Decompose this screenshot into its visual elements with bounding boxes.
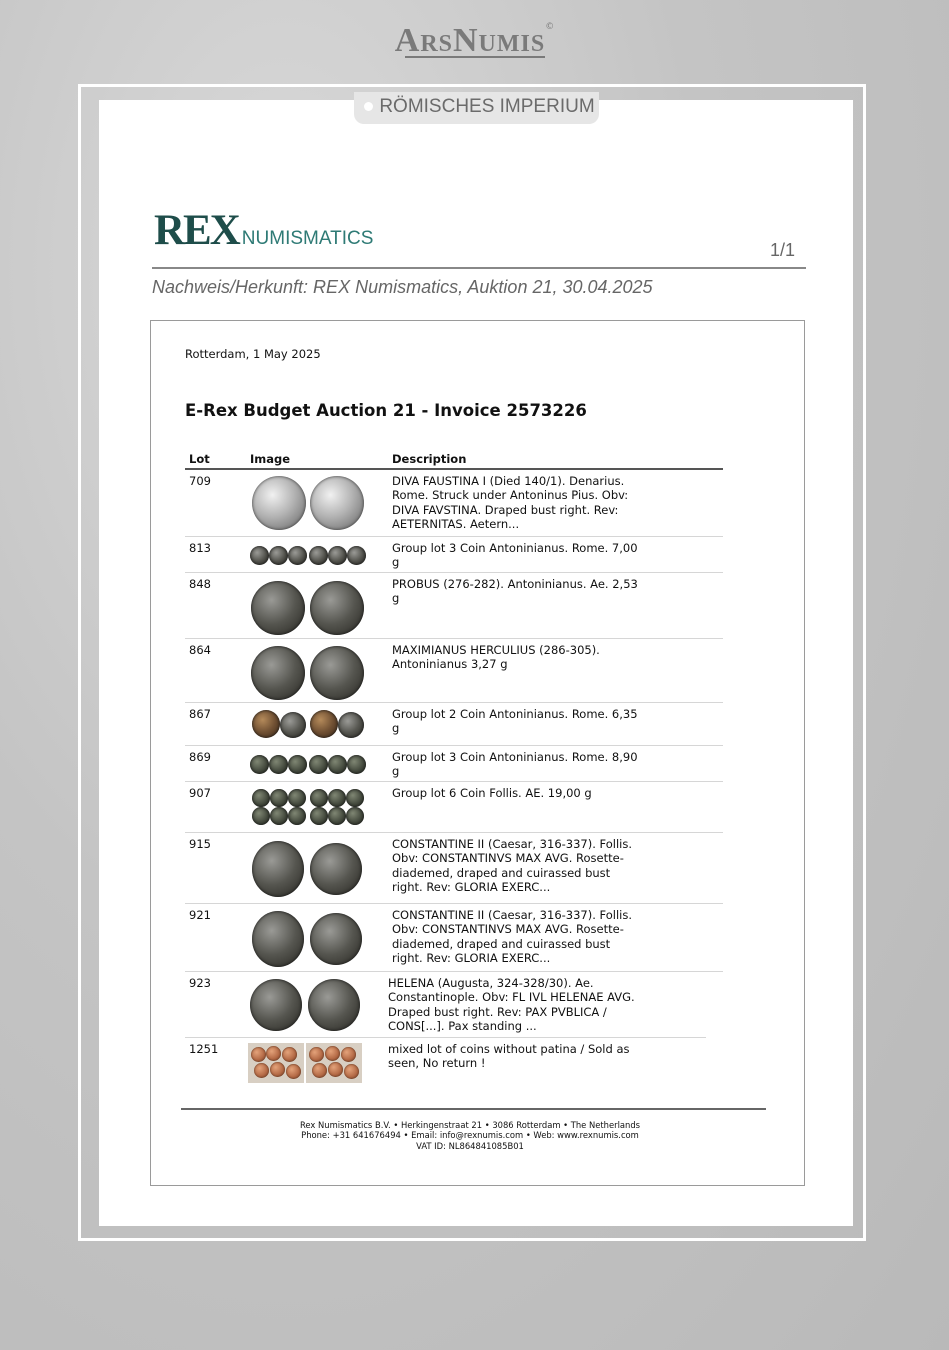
- coin-reverse: [310, 476, 364, 530]
- arsnumis-logo-text: ArsNumis: [394, 22, 546, 59]
- coin: [269, 755, 288, 774]
- coin: [309, 1047, 324, 1062]
- coin-obverse: [252, 911, 304, 967]
- coin: [347, 755, 366, 774]
- coin: [344, 1064, 359, 1079]
- table-row: [185, 537, 723, 573]
- invoice-title: E-Rex Budget Auction 21 - Invoice 2573226: [185, 401, 587, 420]
- footer-divider: [181, 1108, 766, 1110]
- table-row: [185, 703, 723, 746]
- coin: [288, 546, 307, 565]
- arsnumis-logo: [0, 22, 949, 58]
- lot-number: 915: [189, 837, 211, 851]
- coin-reverse: [310, 913, 362, 965]
- lot-number: 1251: [189, 1042, 219, 1056]
- coin-obverse: [250, 979, 302, 1031]
- lot-description: CONSTANTINE II (Caesar, 316-337). Follis. Obv: CONSTANTINVS MAX AVG. Rosette-diademed, draped and cuirassed bust right. Rev: GLORIA EXERC...: [392, 837, 633, 894]
- coin-reverse: [310, 843, 362, 895]
- column-description: Description: [392, 452, 467, 466]
- table-row: [185, 746, 723, 782]
- table-row: [185, 904, 723, 972]
- coin: [250, 546, 269, 565]
- lot-description: mixed lot of coins without patina / Sold as seen, No return !: [388, 1042, 630, 1071]
- lot-description: HELENA (Augusta, 324-328/30). Ae. Constantinople. Obv: FL IVL HELENAE AVG. Draped bust right. Rev: PAX PVBLICA / CONS[...]. Pax standing ...: [388, 976, 635, 1033]
- coin: [310, 789, 328, 807]
- table-row: [185, 833, 723, 904]
- lot-description: Group lot 2 Coin Antoninianus. Rome. 6,35 g: [392, 707, 638, 736]
- column-lot: Lot: [189, 452, 210, 466]
- table-row: [185, 639, 723, 703]
- coin: [288, 807, 306, 825]
- coin: [250, 755, 269, 774]
- rex-numismatics-logo: [154, 206, 373, 255]
- provenance-text: Nachweis/Herkunft: REX Numismatics, Auktion 21, 30.04.2025: [152, 277, 653, 297]
- lot-number: 848: [189, 577, 211, 591]
- coin: [328, 807, 346, 825]
- invoice-date: Rotterdam, 1 May 2025: [185, 347, 321, 361]
- coin: [341, 1047, 356, 1062]
- lot-description: Group lot 3 Coin Antoninianus. Rome. 7,00 g: [392, 541, 638, 570]
- registered-mark: ©: [545, 22, 555, 32]
- lot-description: PROBUS (276-282). Antoninianus. Ae. 2,53 g: [392, 577, 638, 606]
- rex-logo-big: REX: [154, 207, 239, 254]
- coin: [270, 807, 288, 825]
- coin: [252, 807, 270, 825]
- table-row: [185, 1038, 706, 1086]
- section-tab-label: RÖMISCHES IMPERIUM: [379, 96, 595, 117]
- coin: [309, 546, 328, 565]
- footer-address: Rex Numismatics B.V. • Herkingenstraat 21 • 3086 Rotterdam • The Netherlands: [299, 1120, 641, 1130]
- lot-number: 813: [189, 541, 211, 555]
- table-header: [185, 451, 723, 470]
- page-number: 1/1: [770, 240, 796, 260]
- coin: [312, 1063, 327, 1078]
- coin: [288, 755, 307, 774]
- coin: [328, 1062, 343, 1077]
- table-row: [185, 782, 723, 833]
- lot-number: 921: [189, 908, 211, 922]
- tab-dot-right: [472, 132, 481, 141]
- coin: [310, 807, 328, 825]
- invoice-document: [150, 320, 805, 1186]
- coin: [328, 755, 347, 774]
- rex-logo-small: NUMISMATICS: [241, 228, 374, 249]
- coin: [328, 546, 347, 565]
- coin: [346, 807, 364, 825]
- column-image: Image: [250, 452, 291, 466]
- lot-number: 709: [189, 474, 211, 488]
- lot-number: 923: [189, 976, 211, 990]
- coin: [309, 755, 328, 774]
- coin: [251, 1047, 266, 1062]
- lot-number: 907: [189, 786, 211, 800]
- coin: [310, 710, 338, 738]
- tab-dot-left: [364, 102, 373, 111]
- table-row: [185, 470, 723, 537]
- coin: [286, 1064, 301, 1079]
- footer-contact: Phone: +31 641676494 • Email: info@rexnumis.com • Web: www.rexnumis.com: [301, 1130, 639, 1141]
- coin: [252, 789, 270, 807]
- lot-description: CONSTANTINE II (Caesar, 316-337). Follis. Obv: CONSTANTINVS MAX AVG. Rosette-diademed, draped and cuirassed bust right. Rev: GLORIA EXERC...: [392, 908, 633, 965]
- lot-description: DIVA FAUSTINA I (Died 140/1). Denarius. Rome. Struck under Antoninus Pius. Obv: DIVA FAVSTINA. Draped bust right. Rev: AETERNITAS. Aetern...: [392, 474, 629, 531]
- coin: [346, 789, 364, 807]
- coin-reverse: [310, 581, 364, 635]
- coin: [338, 712, 364, 738]
- coin-reverse: [310, 646, 364, 700]
- coin-obverse: [252, 476, 306, 530]
- coin: [269, 546, 288, 565]
- coin: [347, 546, 366, 565]
- coin: [270, 789, 288, 807]
- coin: [328, 789, 346, 807]
- footer-vat: VAT ID: NL864841085B01: [416, 1140, 524, 1151]
- coin: [270, 1062, 285, 1077]
- coin: [280, 712, 306, 738]
- table-row: [185, 573, 723, 639]
- section-tab: [354, 92, 599, 124]
- coin: [252, 710, 280, 738]
- lot-number: 864: [189, 643, 211, 657]
- coin: [282, 1047, 297, 1062]
- coin-reverse: [308, 979, 360, 1031]
- coin: [325, 1046, 340, 1061]
- lot-description: Group lot 6 Coin Follis. AE. 19,00 g: [392, 786, 592, 800]
- coin-obverse: [251, 646, 305, 700]
- lot-number: 867: [189, 707, 211, 721]
- lot-description: Group lot 3 Coin Antoninianus. Rome. 8,90 g: [392, 750, 638, 779]
- coin-obverse: [252, 841, 304, 897]
- lot-description: MAXIMIANUS HERCULIUS (286-305). Antoninianus 3,27 g: [392, 643, 600, 672]
- coin-obverse: [251, 581, 305, 635]
- header-divider: [152, 267, 806, 269]
- coin: [254, 1063, 269, 1078]
- coin: [266, 1046, 281, 1061]
- table-row: [185, 972, 706, 1038]
- invoice-footer: [151, 1120, 789, 1151]
- lot-number: 869: [189, 750, 211, 764]
- coin: [288, 789, 306, 807]
